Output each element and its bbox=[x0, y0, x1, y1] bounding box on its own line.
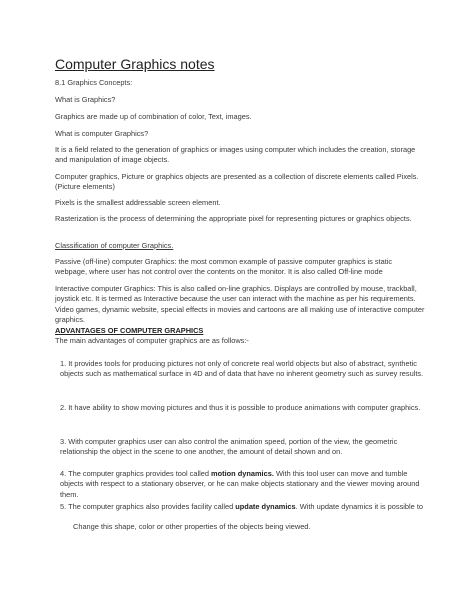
paragraph-passive-graphics: Passive (off-line) computer Graphics: the most common example of passive computer graphics is static webpage, where user has not control over the contents on the monitor. It is also called Off-line mode bbox=[55, 257, 393, 277]
motion-dynamics-term: motion dynamics. bbox=[211, 469, 274, 478]
advantage-item-3: 3. With computer graphics user can also control the animation speed, portion of the view, the geometric relationship the object in the scene to one another, the amount of detail shown and on. bbox=[60, 437, 398, 457]
advantage-item-5-text-start: 5. The computer graphics also provides facility called bbox=[60, 502, 236, 511]
advantage-item-1: 1. It provides tools for producing pictures not only of concrete real world objects but also of abstract, synthetic objects such as mathematical surface in 4D and of data that have no inherent geometry such as survey results. bbox=[60, 359, 424, 379]
paragraph-pixel-definition: Pixels is the smallest addressable screen element. bbox=[55, 198, 221, 207]
paragraph-rasterization: Rasterization is the process of determining the appropriate pixel for representing pictures or graphics objects. bbox=[55, 214, 412, 223]
paragraph-interactive-graphics: Interactive computer Graphics: This is also called on-line graphics. Displays are controlled by mouse, trackball, joystick etc. It is termed as Interactive because the user can interact with the machine as per his requirements. Video games, dynamic website, special effects in movies and cartoons are all making use of interactive computer graphics. bbox=[55, 284, 425, 324]
question-what-is-computer-graphics: What is computer Graphics? bbox=[55, 129, 149, 138]
advantage-item-4 bbox=[55, 469, 430, 500]
classification-heading: Classification of computer Graphics. bbox=[55, 241, 174, 250]
document-title: Computer Graphics notes bbox=[55, 56, 215, 72]
advantage-item-5-text-end: . With update dynamics it is possible to bbox=[295, 502, 423, 511]
update-dynamics-term: update dynamics bbox=[235, 502, 296, 511]
advantage-item-5-continuation: Change this shape, color or other properties of the objects being viewed. bbox=[73, 522, 311, 531]
advantage-item-5 bbox=[55, 502, 430, 512]
section-heading: 8.1 Graphics Concepts: bbox=[55, 78, 133, 87]
advantage-item-4-text-start: 4. The computer graphics provides tool called bbox=[60, 469, 212, 478]
advantages-heading: ADVANTAGES OF COMPUTER GRAPHICS bbox=[55, 326, 204, 335]
answer-what-is-computer-graphics: It is a field related to the generation of graphics or images using computer which includes the creation, storage and manipulation of image objects. bbox=[55, 145, 416, 165]
advantage-item-2: 2. It have ability to show moving pictures and thus it is possible to produce animations with computer graphics. bbox=[60, 403, 421, 412]
advantages-intro: The main advantages of computer graphics are as follows:- bbox=[55, 336, 249, 345]
question-what-is-graphics: What is Graphics? bbox=[55, 95, 116, 104]
paragraph-pixels-collection: Computer graphics, Picture or graphics objects are presented as a collection of discrete elements called Pixels. (Picture elements) bbox=[55, 172, 419, 192]
answer-what-is-graphics: Graphics are made up of combination of color, Text, images. bbox=[55, 112, 252, 121]
advantage-item-4-text-end: With this tool user can move and tumble objects with respect to a stationary observer, or he can make objects stationary and the viewer moving around them. bbox=[60, 469, 420, 499]
